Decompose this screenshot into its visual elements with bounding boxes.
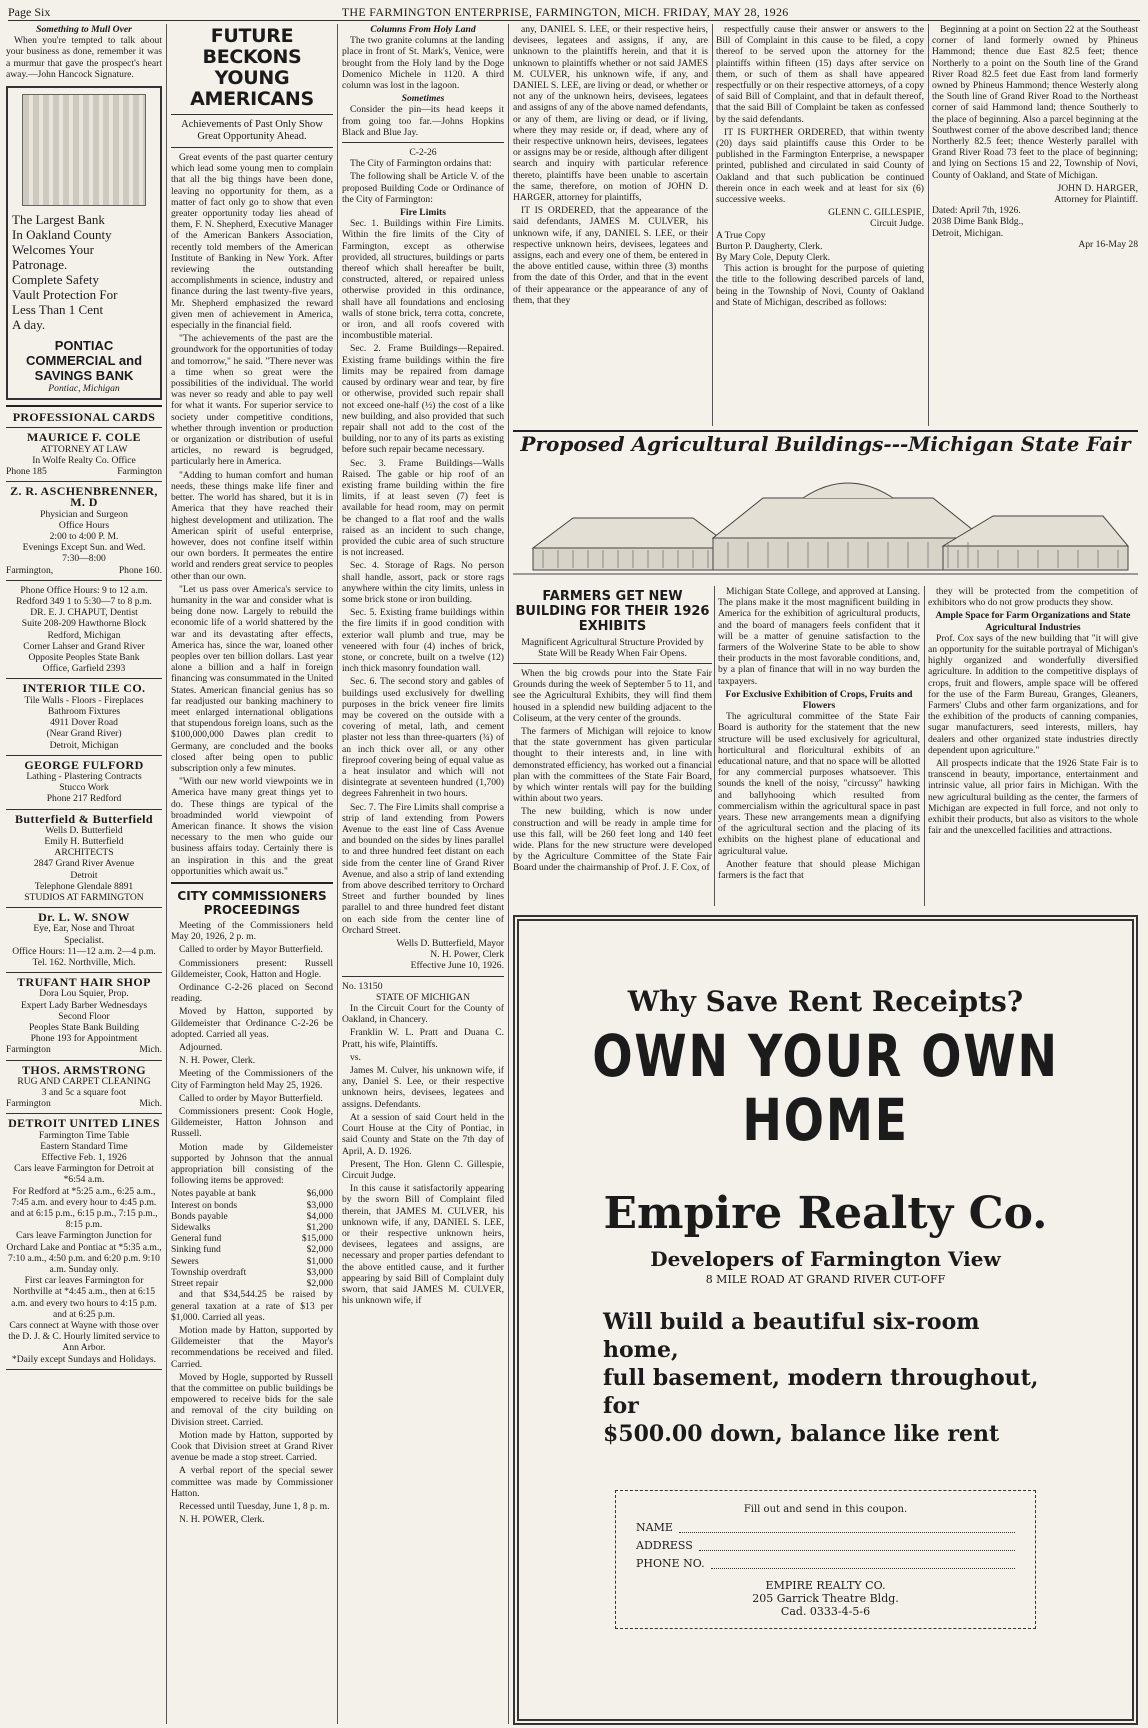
paragraph: Present, The Hon. Glenn C. Gillespie, Circuit Judge. [342,1158,504,1181]
article-body [171,152,333,877]
fair-text-2 [718,586,920,687]
ordinance-intro [342,158,504,205]
sometimes-text: Consider the pin—its head keeps it from going too far.—Johns Hopkins Black and Blue Jay. [342,104,504,138]
budget-item: Sewers [171,1255,199,1267]
business-card [6,585,162,675]
paragraph: When the big crowds pour into the State Fair Grounds during the week of September 5 to 11, and see the Agricultural Exhibits, they will find them housed in a splendid new building adjacent to the Coliseum, at the very center of the grounds. [513,668,712,724]
card-line: Specialist. [64,934,104,946]
fair-buildings-illustration [513,458,1138,582]
fair-article-col2 [718,586,920,906]
budget-row [171,1256,333,1267]
budget-item: Notes payable at bank [171,1188,256,1200]
card-line: For Redford at *5:25 a.m., 6:25 a.m., 7:45 a.m. and every hour to 4:45 p.m. and at 6:15 p.m., 6:15 p.m., 7:15 p.m., 8:15 p.m. [10,1185,158,1231]
paragraph: The farmers of Michigan will rejoice to know that the state government has given particular thought to their interests and, in line with demonstrated efficiency, has worked out a financial plan with the committees of the State Fair Board, by which winter rentals will pay for the building within about two years. [513,726,712,805]
fair-text-3 [928,586,1138,608]
card-line: Peoples State Bank Building [28,1021,140,1033]
paragraph: Prof. Cox says of the new building that "it will give an opportunity for the suitable portrayal of Michigan's highly organized and wonderfully diversified agriculture. In addition to the competitive displays of crops, fruit and flowers, ample space will be offered for the use of the Farm Bureau, Granges, Gleaners, Farmers' Clubs and other farm organizations, and for the exhibition of the products of canning companies, sugar manufacturers, seed interests, millers, hay dealers and other organized state industries directly dependent upon agriculture." [928,632,1138,756]
card-name: MAURICE F. COLE [27,430,141,445]
budget-row [171,1188,333,1199]
card-name: Dr. L. W. SNOW [38,910,130,925]
columns-text: The two granite columns at the landing place in front of St. Mark's, Venice, were brought from the Holy land by the Doge Domenico Michele in 1120. A third column was lost in the lagoon. [342,35,504,92]
business-card [6,912,162,968]
coupon-address-line: EMPIRE REALTY CO. [765,1579,886,1592]
ad-developers: Developers of Farmington View [650,1247,1001,1271]
coupon-address-line: Cad. 0333-4-5-6 [780,1605,871,1618]
card-footer [6,466,162,477]
budget-item: General fund [171,1233,222,1245]
signature-line: Wells D. Butterfield, Mayor [396,938,504,950]
coupon-address [636,1579,1015,1618]
business-card [6,432,162,477]
case-number: No. 13150 [342,980,383,992]
bank-name [12,338,156,383]
budget-amount: $1,000 [306,1255,333,1267]
coupon-address-line: 205 Garrick Theatre Bldg. [752,1592,899,1605]
paragraph: The City of Farmington ordains that: [350,158,492,170]
card-line: Second Floor [58,1010,110,1022]
paragraph: Another feature that should please Michigan farmers is the fact that [718,858,920,882]
empire-realty-advertisement [513,915,1138,1725]
paragraph: Recessed until Tuesday, June 1, 8 p. m. [179,1500,330,1512]
business-card [6,1118,162,1364]
proceedings-headline: CITY COMMISSIONERS PROCEEDINGS [177,889,327,917]
fair-text-3b [928,633,1138,837]
card-footer-right: Phone 160. [118,564,162,576]
column-rule [928,24,929,426]
card-name: THOS. ARMSTRONG [21,1062,147,1077]
card-line: Eye, Ear, Nose and Throat [33,923,135,935]
card-line: Tile Walls - Floors - Fireplaces [24,694,144,706]
paragraph: IT IS FURTHER ORDERED, that within twenty (20) days said plaintiffs cause this Order to be published in the Farmington Enterprise, a newspaper printed, published and circulated in said County of Oakland and that such publication be continued therein once in each week and at least for six (6) successive weeks. [716,126,924,206]
paragraph: Sec. 7. The Fire Limits shall comprise a strip of land extending from Powers Avenue to the east line of Cass Avenue and bounded on the sides by lines parallel to and three hundred feet distant on each side from the center line of Grand River Avenue, and also a strip of land extending from above described territory to Orchard Street and further bounded by lines parallel to and three hundred feet distant on each side from the center line of Orchard Street. [342,801,504,936]
court-order-text [513,24,708,306]
budget-row [171,1222,333,1233]
ad-offer [519,1308,1132,1448]
paragraph: Motion made by Hatton, supported by Gildemeister that the Mayor's recommendations be received and filed. Carried. [171,1324,333,1370]
card-line: Dora Lou Squier, Prop. [39,988,129,1000]
coupon-field-blank[interactable] [699,1537,1015,1551]
paragraph: At a session of said Court held in the Court House at the City of Pontiac, in said County and State on the 7th day of April, A. D. 1926. [342,1111,504,1157]
paragraph: Sec. 1. Buildings within Fire Limits. Within the fire limits of the City of Farmington, except as otherwise provided, all structures, buildings or parts thereof which shall hereafter be built, constructed, altered, or repaired unless otherwise provided in this ordinance, shall have all foundations and enclosing walls of stone brick, terra cotta, concrete, or iron, and all roofs covered with incombustible material. [342,218,504,342]
card-line: 4911 Dover Road [50,717,118,729]
paragraph: James M. Culver, his unknown wife, if any, Daniel S. Lee, or their respective unknown heirs, devisees, legatees and assigns. Defendants. [342,1065,504,1110]
card-footer [6,565,162,576]
coupon-field [636,1537,1015,1555]
card-line: Bathroom Fixtures [47,705,121,717]
budget-row [171,1244,333,1255]
page-number: Page Six [8,5,51,19]
bank-ad-line: Vault Protection For [12,287,118,303]
card-footer-right: Mich. [139,1044,162,1056]
columns-heading: Columns From Holy Land [370,24,476,35]
paragraph: The new building, which is now under construction and will be ready in ample time for use this fall, will be 260 feet long and 140 feet wide. Plans for the new structure were developed by the Agriculture Committee of the State Fair Board under the chairmanship of Prof. J. F. Cox, of [513,806,712,874]
ad-company: Empire Realty Co. [603,1188,1048,1239]
card-line: Cars connect at Wayne with those over the D. J. & C. Hourly limited service to Ann Arbor. [8,1320,160,1354]
budget-amount: $15,000 [301,1233,333,1245]
paragraph: The following shall be Article V. of the proposed Building Code or Ordinance of the City of Farmington: [342,171,504,205]
paragraph: Sec. 4. Storage of Rags. No person shall handle, assort, pack or store rags anywhere within the city limits, unless in some brick stone or iron building. [342,560,504,605]
bank-name-line: COMMERCIAL and [25,353,143,369]
paragraph: "Let us pass over America's service to humanity in the war and consider what is being done now. Largely to rebuild the economic life of a world shattered by the war and its devastating after effects, America has, since the war, loaned other peoples over ten billion dollars. Last year alone a billion and a half in foreign financing was consummated in the United States. American financial genius has so far readjusted our banking machinery to meet enlarged international obligations that stupendous foreign loans, such as the $100,000,000 Dawes plan credit to Germany, are concluded and the books closed after being open to public subscription only a few minutes. [171,583,333,774]
paragraph: Great events of the past quarter century which lead some young men to complain that all the big things have been done, leaving no opportunity for them, as a matter of fact only go to show that even greater opportunity today lies ahead of them, F. N. Shepherd, Executive Manager of the American Bankers Association, recently told members of the American Institute of Banking in New York. After reviewing the outstanding accomplishments in science, industry and finance during the last twenty-five years, Mr. Shepherd emphasized the reward given men of achievement in America, especially in the financial field. [171,152,333,332]
signature-line: Effective June 10, 1926. [410,960,504,972]
court-order-text-2 [716,24,924,205]
publication-run: Apr 16-May 28 [1078,238,1138,250]
ad-offer-line: $500.00 down, balance like rent [603,1421,1000,1447]
ordinance-number: C-2-26 [409,147,437,159]
budget-amount: $6,000 [306,1188,333,1200]
paragraph: Motion made by Gildemeister supported by Johnson that the annual appropriation bill consisting of the following items be approved: [171,1141,333,1187]
ordinance-sections [342,218,504,936]
card-footer-left: Phone 185 [6,466,47,478]
dated-line: 2038 Dime Bank Bldg., [932,216,1024,228]
card-line: Telephone Glendale 8891 [34,880,134,892]
paragraph: Franklin W. L. Pratt and Duana C. Pratt, his wife, Plaintiffs. [342,1027,504,1050]
card-line: 2847 Grand River Avenue [33,858,135,870]
card-line: 3 and 5c a square foot [41,1086,127,1098]
card-footer-left: Farmington [6,1098,51,1110]
card-footer-left: Farmington, [6,564,54,576]
card-line: Detroit [70,869,98,881]
ad-coupon [615,1490,1036,1629]
column-ordinance [342,24,504,1724]
card-line: Office Hours: 11—12 a.m. 2—4 p.m. [12,945,156,957]
dated-block [932,205,1138,239]
budget-amount: $4,000 [306,1210,333,1222]
quote-text: When you're tempted to talk about your business as done, remember it was a murmur that gave the prospect's heart away.—John Hancock Signature. [6,35,162,80]
budget-row [171,1278,333,1289]
fair-text-1 [513,668,712,874]
card-footer-left: Farmington [6,1044,51,1056]
paragraph: Michigan State College, and approved at Lansing. The plans make it the most magnificent building in America for the exhibition of agricultural products, and the board of managers feels confident that it will be a matter of genuine satisfaction to the farmers of the Wolverine State to be able to show their products in the most favorable conditions, and, by a plan of finance that will in no way burden the taxpayers. [718,586,920,687]
sometimes-heading: Sometimes [401,93,445,105]
card-line: Redford, Michigan [47,629,121,641]
court-notice [342,1003,504,1306]
card-name: TRUFANT HAIR SHOP [17,975,151,990]
coupon-field-blank[interactable] [711,1555,1015,1569]
coupon-field-blank[interactable] [679,1519,1015,1533]
budget-row [171,1211,333,1222]
card-line: (Near Grand River) [46,728,122,740]
paragraph: In this cause it satisfactorily appearing by the sworn Bill of Complaint filed therein, that JAMES M. CULVER, his unknown wife, if any, DANIEL S. LEE, or their respective unknown heirs, devisees, legatees and assigns, are necessary and proper parties defendant to the above entitled cause, and it further appearing by said Bill of Complaint duly sworn, that said JAMES M. CULVER, his unknown wife, if [342,1183,504,1307]
fair-subhead-3: Ample Space for Farm Organizations and State Agricultural Industries [935,610,1131,633]
card-line: Detroit, Michigan [49,739,119,751]
bank-name-line: SAVINGS BANK [34,368,134,384]
paragraph: Meeting of the Commissioners of the City of Farmington held May 25, 1926. [171,1068,333,1091]
card-line: Office, Garfield 2393 [42,663,126,675]
bank-name-line: PONTIAC [54,338,114,354]
bank-ad-line: A day. [12,317,46,333]
bank-ad-line: The Largest Bank [12,212,105,228]
fair-text-2b [718,711,920,881]
card-name: DETROIT UNITED LINES [8,1116,160,1131]
masthead-title: THE FARMINGTON ENTERPRISE, FARMINGTON, MICH. FRIDAY, MAY 28, 1926 [341,5,789,19]
card-line: Effective Feb. 1, 1926 [41,1152,127,1163]
bank-city: Pontiac, Michigan [48,383,120,395]
coupon-field-label: ADDRESS [636,1539,693,1552]
budget-amount: $3,000 [306,1199,333,1211]
paragraph: Commissioners present: Russell Gildemeister, Cook, Hatton and Hogle. [171,957,333,980]
card-line: Phone 193 for Appointment [30,1033,138,1045]
ad-headline: OWN YOUR OWN HOME [592,1022,1059,1154]
paragraph: respectfully cause their answer or answers to the Bill of Complaint in this cause to be filed, a copy thereof to be served upon the attorney for the plaintiffs within fifteen (15) days after service on them, or such of them as shall have appeared respectfully or on their respective attorneys, of a copy of said Bill of Complaint, and that in default thereof, that the said Bill of Complaint be taken as confessed by the said defendants. [716,24,924,125]
paragraph: N. H. Power, Clerk. [179,1055,256,1067]
attorney-signature [932,183,1138,205]
card-line: *Daily except Sundays and Holidays. [11,1353,157,1365]
card-line: 7:30—8:00 [62,553,106,565]
bank-ad-line: Welcomes Your [12,242,95,258]
card-line: Evenings Except Sun. and Wed. [22,542,146,554]
bank-ad-line: Less Than 1 Cent [12,302,104,318]
card-line: Wells D. Butterfield [45,824,123,836]
business-card [6,977,162,1055]
paragraph: Commissioners present: Cook Hogle, Gildemeister, Hatton Johnson and Russell. [171,1106,333,1140]
bank-building-illustration [22,94,146,206]
business-card [6,757,162,805]
state-heading: STATE OF MICHIGAN [375,991,471,1003]
card-line: Office Hours [58,519,110,531]
signature-line: Circuit Judge. [870,218,924,230]
card-line: Phone Office Hours: 9 to 12 a.m. [20,584,148,596]
bank-ad-line: In Oakland County [12,227,112,243]
budget-row [171,1200,333,1211]
column-professional-cards [6,24,162,1724]
coupon-field [636,1555,1015,1573]
card-footer [6,1044,162,1055]
card-line: Eastern Standard Time [40,1140,128,1152]
paragraph: Adjourned. [179,1042,223,1054]
budget-amount: $2,000 [306,1278,333,1290]
paragraph: Sec. 3. Frame Buildings—Walls Raised. The gable or hip roof of an existing frame building within the fire limits, if at least seven (7) feet is available for head room, may on permit be changed to a flat roof and the walls raised as an incident to such change, provided the cubic area of such structure is not increased. [342,457,504,559]
paragraph: Called to order by Mayor Butterfield. [179,1092,323,1104]
paragraph: In the Circuit Court for the County of Oakland, in Chancery. [342,1003,504,1026]
budget-item: Street repair [171,1278,219,1290]
proceedings-body [171,920,333,1186]
coupon-field-label: PHONE NO. [636,1557,705,1570]
paragraph: "With our new world viewpoints we in America have many great things yet to do. These things are typical of the broadminded world viewpoint of American finance. It shows the vision necessary to the men who guide our business affairs today. Certainly there is an inspiration in this and the great opportunities which await us." [171,776,333,877]
card-name: Butterfield & Butterfield [15,811,153,826]
paragraph: Sec. 2. Frame Buildings—Repaired. Existing frame buildings within the fire limits may be repaired from damage caused by ordinary wear and tear, by fire or otherwise, provided such repair shall not exceed one-half (½) the cost of a like new building, and also provided that such repair shall not add to the cost of the building, nor to any of its parts as existing before such repair became necessary. [342,343,504,456]
column-rule [924,586,925,906]
bank-advertisement [6,86,162,400]
professional-cards-heading: PROFESSIONAL CARDS [12,410,156,425]
paragraph: Moved by Hogle, supported by Russell that the committee on public buildings be empowered to receive bids for the sale and removal of the city building on Division street. Carried. [171,1371,333,1428]
column-rule [166,24,167,1724]
bank-ad-line: Complete Safety [12,272,100,288]
card-line: ARCHITECTS [54,847,114,859]
budget-item: Sinking fund [171,1244,221,1256]
column-future-beckons [171,24,333,1724]
card-line: Cars leave Farmington for Detroit at *6:54 a.m. [14,1163,154,1186]
card-line: First car leaves Farmington for Northville at *4:45 a.m., then at 6:15 a.m. and every two hours to 4:15 p.m. and at 6:25 p.m. [11,1275,157,1320]
card-footer [6,1098,162,1109]
ad-offer-line: full basement, modern throughout, for [603,1365,1039,1419]
paragraph: All prospects indicate that the 1926 State Fair is to transcend in beauty, importance, entertainment and intrinsic value, all prior fairs in Michigan. With the new agricultural building as the center, the farmers of Michigan are expected in full force, and not only to exhibit their products, but also as visitors to the whole fair and the unexcelled facilities and attractions. [928,758,1138,837]
dated-line: Detroit, Michigan. [932,227,1004,239]
signature-line: JOHN D. HARGER, [1057,182,1138,194]
copy-line: A True Copy [716,229,766,241]
paragraph: Sec. 6. The second story and gables of buildings used exclusively for dwelling purposes in the brick veneer fire limits may be covered on the outside with a covering of metal, lath, and cement plaster not less than three-quarters (¾) of an inch thick over all, or any other fireproof covering being of equal value as a heat insulator and which will not disintegrate at seventeen hundred (1,700) degrees Fahrenheit in two hours. [342,676,504,800]
paragraph: Motion made by Hatton, supported by Cook that Division street at Grand River avenue be made a stop street. Carried. [171,1429,333,1464]
copy-line: Burton P. Daugherty, Clerk. [716,240,823,252]
card-line: Suite 208-209 Hawthorne Block [21,618,147,630]
coupon-heading: Fill out and send in this coupon. [743,1504,908,1515]
coupon-fields [636,1519,1015,1573]
card-line: STUDIOS AT FARMINGTON [24,891,144,903]
coupon-field-label: NAME [636,1521,673,1534]
bank-ad-text [12,212,156,332]
paragraph: A verbal report of the special sewer committee was made by Commissioner Hatton. [171,1465,333,1499]
business-cards [6,432,162,1369]
fair-subhead-2: For Exclusive Exhibition of Crops, Fruits and Flowers [725,688,913,712]
judge-signature [716,207,924,229]
ordinance-signature [342,938,504,972]
paragraph: and that $34,544.25 be raised by general taxation at a rate of $13 per $1,000. Carried all yeas. [171,1289,333,1323]
article-subheadline: Achievements of Past Only Show Great Opportunity Ahead. [181,119,323,142]
copy-line: By Mary Cole, Deputy Clerk. [716,252,831,264]
paragraph: Sec. 5. Existing frame buildings within the fire limits if in good condition with exterior wall plumb and true, may be veneered with four (4) inches of brick, stone, or concrete, built on a twelve (12) inch thick masonry foundation wall. [342,607,504,675]
ad-location: 8 MILE ROAD AT GRAND RIVER CUT-OFF [705,1273,946,1286]
paragraph: N. H. POWER, Clerk. [179,1514,265,1526]
card-line: Phone 217 Redford [46,793,122,805]
paragraph: Ordinance C-2-26 placed on Second reading. [171,982,333,1005]
paragraph: vs. [350,1051,361,1063]
fair-article-col1 [513,586,712,906]
card-footer-right: Mich. [139,1098,162,1110]
budget-amount: $2,000 [306,1244,333,1256]
coupon-field [636,1519,1015,1537]
quote-heading: Something to Mull Over [36,24,132,35]
card-line: ATTORNEY AT LAW [40,443,128,455]
budget-item: Township overdraft [171,1266,247,1278]
budget-item: Interest on bonds [171,1199,238,1211]
true-copy [716,230,924,264]
card-line: Emily H. Butterfield [44,835,124,847]
fair-subheadline: Magnificent Agricultural Structure Provided by State Will be Ready When Fair Opens. [521,637,704,659]
paragraph: The agricultural committee of the State Fair Board is authority for the statement that the new structure will be used exclusively for agricultural, horticultural and floricultural exhibits of an educational nature, and that no space will be allotted for any commercial purposes whatsoever. This sounds the knell of the noisy, "circussy" hawking and ballyhooing which resulted from commercialism within the agricultural space in past years. These new arrangements mean a dignifying of the agricultural section and the placing of its exhibits on the highest plane of educational and agricultural value. [718,711,920,857]
column-court-order-2 [716,24,924,426]
paragraph: Moved by Hatton, supported by Gildemeister that Ordinance C-2-26 be adopted. Carried all yeas. [171,1006,333,1040]
ad-offer-line: Will build a beautiful six-room home, [603,1309,980,1363]
card-line: Lathing - Plastering Contracts [26,770,142,782]
budget-amount: $3,000 [306,1266,333,1278]
signature-line: GLENN C. GILLESPIE, [828,207,924,219]
card-line: Corner Lahser and Grand River [23,640,145,652]
column-land-description [932,24,1138,426]
card-name: Z. R. ASCHENBRENNER, M. D [10,484,158,510]
card-line: In Wolfe Realty Co. Office [32,454,136,466]
business-card [6,1062,162,1110]
budget-item: Bonds payable [171,1210,228,1222]
card-line: Expert Lady Barber Wednesdays [20,999,148,1011]
business-card [6,683,162,750]
card-name: INTERIOR TILE CO. [22,681,146,696]
card-line: Cars leave Farmington Junction for Orchard Lake and Pontiac at *5:35 a.m., 7:10 a.m., 4:50 p.m. and 6:20 p.m. 9:10 a.m. Sunday only. [6,1230,162,1276]
card-footer-right: Farmington [117,466,162,478]
column-rule [337,24,338,1724]
signature-line: N. H. Power, Clerk [430,949,504,961]
land-description: Beginning at a point on Section 22 at the Southeast corner of land formerly owned by Phineus Hammond; thence due East 82.5 feet; thence Northerly to a point on the South line of the Grand River Road 82.5 feet due East from land formerly owned by Phineus Hammond; thence Westerly along the South line of Grand River Road to the Northeast corner of said Hammond land; thence Southerly to the place of beginning. Also a parcel beginning at the Southwest corner of the above described land; thence Northerly 82.5 feet; thence Westerly parallel with Grand River Road 73 feet to the place of beginning; and lying on Sections 15 and 22, Township of Novi, County of Oakland, and State of Michigan. [932,24,1138,181]
signature-line: Attorney for Plaintiff. [1054,194,1138,206]
bank-ad-line: Patronage. [12,257,68,273]
proceedings-continued [171,1289,333,1525]
budget-row [171,1233,333,1244]
card-line: Farmington Time Table [38,1129,130,1141]
fair-headline: FARMERS GET NEW BUILDING FOR THEIR 1926 EXHIBITS [515,589,710,634]
budget-table [171,1188,333,1289]
ad-tagline: Why Save Rent Receipts? [627,985,1024,1018]
column-rule [508,24,509,1724]
card-line: Redford 349 1 to 5:30—7 to 8 p.m. [16,596,152,608]
column-court-order [513,24,708,426]
card-line: Stucco Work [59,782,109,794]
card-line: 2:00 to 4:00 P. M. [49,531,119,543]
budget-item: Sidewalks [171,1222,211,1234]
paragraph: IT IS ORDERED, that the appearance of the said defendants, JAMES M. CULVER, his unknown wife, if any, DANIEL S. LEE, or their respective unknown heirs, devisees, legatees and assigns, each and every one of them, be entered in the above entitled cause, within three (3) months from the date of this Order, and that in the event of their appearance or the appearance of any of them, that they [513,205,708,306]
paragraph: they will be protected from the competition of exhibitors who do not grow products they show. [928,586,1138,609]
business-card [6,486,162,576]
column-rule [714,586,715,906]
fair-banner: Proposed Agricultural Buildings---Michigan State Fair [513,430,1138,459]
card-line: Tel. 162. Northville, Mich. [32,956,136,968]
business-card [6,811,162,904]
action-text: This action is brought for the purpose of quieting the title to the following described parcels of land, being in the Township of Novi, County of Oakland and State of Michigan, described as follows: [716,263,924,308]
card-name: GEORGE FULFORD [24,757,144,772]
column-rule [712,24,713,426]
fire-limits-heading: Fire Limits [400,207,446,219]
paragraph: "Adding to human comfort and human needs, these things make life finer and better. The world has shared, but it is in America that they have reached their highest development and utilization. The American spirit of useful enterprise, however, does not confine itself within our own borders. It permeates the entire world and renders great service to peoples other than our own. [171,469,333,582]
masthead [8,0,1140,21]
budget-row [171,1267,333,1278]
budget-amount: $1,200 [306,1222,333,1234]
dated-line: Dated: April 7th, 1926. [932,205,1021,217]
card-line: Opposite Peoples State Bank [28,652,140,664]
paragraph: Meeting of the Commissioners held May 20, 1926, 2 p. m. [171,920,333,943]
fair-article-col3 [928,586,1138,906]
card-line: RUG AND CARPET CLEANING [17,1075,151,1087]
paragraph: Called to order by Mayor Butterfield. [179,944,323,956]
paragraph: any, DANIEL S. LEE, or their respective heirs, devisees, legatees and assigns, if any, are unknown to the plaintiffs herein, and that it is unknown to plaintiffs whether or not said JAMES M. CULVER, his unknown wife, if any, and DANIEL S. LEE, are living or dead, or whether or not any of the unknown heirs, devisees, legatees and assigns of any of the above named defendants, or any of them, are living or dead, or if living, where they may reside or, if dead, where any of their respective unknown heirs, devisees, legatees or assigns may be or reside, although after diligent search and inquiry with particular reference thereto, plaintiffs have been unable to ascertain the same, therefore, on motion of JOHN D. HARGER, attorney for plaintiffs, [513,24,708,204]
article-headline: FUTURE BECKONS YOUNG AMERICANS [190,25,314,110]
card-line: DR. E. J. CHAPUT, Dentist [30,607,138,619]
card-line: Physician and Surgeon [40,508,128,520]
paragraph: "The achievements of the past are the groundwork for the opportunities of today and tomorrow," he said. "There never was a time when so great were the possibilities of the individual. The world was never so ready and able to pay well for what it wants. For superior service to society under competitive conditions, whether through invention or production or organization or distribution of useful articles, no reward is begrudged, particularly here in America. [171,333,333,468]
